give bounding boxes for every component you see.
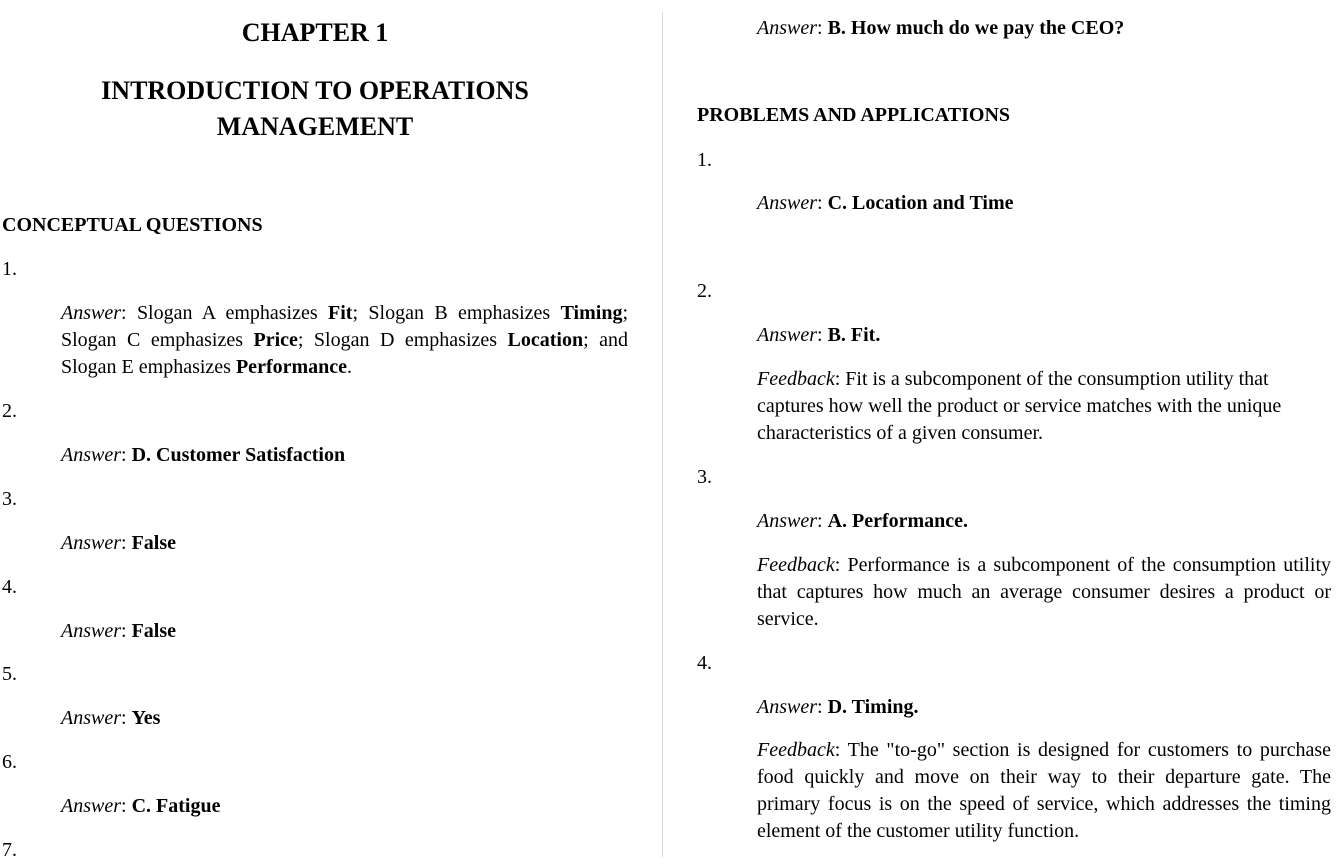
answer-label: Answer	[757, 192, 817, 214]
problem-number: 3.	[697, 466, 712, 488]
answer-value: A. Performance.	[827, 510, 969, 532]
answer-paragraph: Answer: C. Location and Time	[757, 192, 1014, 214]
feedback-label: Feedback	[757, 368, 835, 390]
answer-value: Yes	[131, 707, 161, 729]
question-number: 7.	[2, 839, 17, 861]
question-number: 4.	[2, 576, 17, 598]
answer-label: Answer	[757, 17, 817, 39]
question-number: 2.	[2, 400, 17, 422]
answer-keyword: Location	[507, 329, 584, 351]
answer-label: Answer	[757, 510, 817, 532]
answer-paragraph: Answer: C. Fatigue	[61, 795, 221, 817]
answer-keyword: Price	[253, 329, 298, 351]
problem-number: 2.	[697, 280, 712, 302]
answer-keyword: Timing	[560, 302, 623, 324]
answer-label: Answer	[61, 302, 121, 324]
feedback-text: Fit is a subcomponent of the consumption utility that captures how well the product or service matches with the unique characteristics of a given consumer.	[757, 368, 1282, 444]
feedback-paragraph: Feedback: Fit is a subcomponent of the consumption utility that captures how well the product or service matches with the unique characteristics of a given consumer.	[757, 368, 1282, 444]
question-number: 5.	[2, 663, 17, 685]
question-number: 1.	[2, 258, 17, 280]
section-problems-and-applications: PROBLEMS AND APPLICATIONS	[697, 104, 1011, 126]
question-number: 3.	[2, 488, 17, 510]
feedback-label: Feedback	[757, 739, 835, 761]
answer-paragraph: Answer: Yes	[61, 707, 161, 729]
problem-number: 4.	[697, 652, 712, 674]
answer-keyword: Performance	[235, 356, 348, 378]
feedback-paragraph: Feedback: The "to-go" section is designed for customers to purchase food quickly and move on their way to their departure gate. The primary focus is on the speed of service, which addresses the timing element of the customer utility function.	[757, 739, 1331, 842]
answer-paragraph: Answer: B. How much do we pay the CEO?	[757, 17, 1125, 39]
feedback-label: Feedback	[757, 554, 835, 576]
answer-paragraph: Answer: D. Timing.	[757, 696, 919, 718]
problem-number: 1.	[697, 149, 712, 171]
answer-paragraph: Answer: A. Performance.	[757, 510, 969, 532]
feedback-paragraph: Feedback: Performance is a subcomponent of the consumption utility that captures how much an average consumer desires a product or service.	[757, 554, 1331, 630]
answer-paragraph: Answer: B. Fit.	[757, 324, 881, 346]
answer-paragraph: Answer: False	[61, 620, 176, 642]
chapter-title: INTRODUCTION TO OPERATIONS MANAGEMENT	[101, 76, 529, 141]
feedback-text: The "to-go" section is designed for customers to purchase food quickly and move on their way to their departure gate. The primary focus is on the speed of service, which addresses the timing element of the customer utility function.	[757, 739, 1331, 842]
answer-keyword: Fit	[328, 302, 353, 324]
answer-label: Answer	[61, 444, 121, 466]
column-divider	[662, 12, 663, 857]
chapter-number: CHAPTER 1	[241, 18, 389, 47]
answer-paragraph: Answer: D. Customer Satisfaction	[61, 444, 346, 466]
answer-value: False	[131, 532, 176, 554]
answer-value: C. Location and Time	[827, 192, 1014, 214]
question-number: 6.	[2, 751, 17, 773]
answer-paragraph: Answer: Slogan A emphasizes Fit; Slogan B emphasizes Timing; Slogan C emphasizes Price; Slogan D emphasizes Location; and Slogan E emphasizes Performance.	[61, 302, 629, 378]
answer-value: B. How much do we pay the CEO?	[827, 17, 1125, 39]
answer-value: D. Customer Satisfaction	[131, 444, 346, 466]
answer-value: C. Fatigue	[131, 795, 221, 817]
feedback-text: Performance is a subcomponent of the consumption utility that captures how much an average consumer desires a product or service.	[757, 554, 1331, 630]
answer-label: Answer	[61, 532, 121, 554]
answer-label: Answer	[757, 324, 817, 346]
answer-label: Answer	[61, 707, 121, 729]
answer-label: Answer	[757, 696, 817, 718]
answer-value: D. Timing.	[827, 696, 919, 718]
answer-label: Answer	[61, 795, 121, 817]
answer-value: False	[131, 620, 176, 642]
section-conceptual-questions: CONCEPTUAL QUESTIONS	[2, 214, 263, 236]
answer-label: Answer	[61, 620, 121, 642]
answer-paragraph: Answer: False	[61, 532, 176, 554]
answer-value: B. Fit.	[827, 324, 881, 346]
